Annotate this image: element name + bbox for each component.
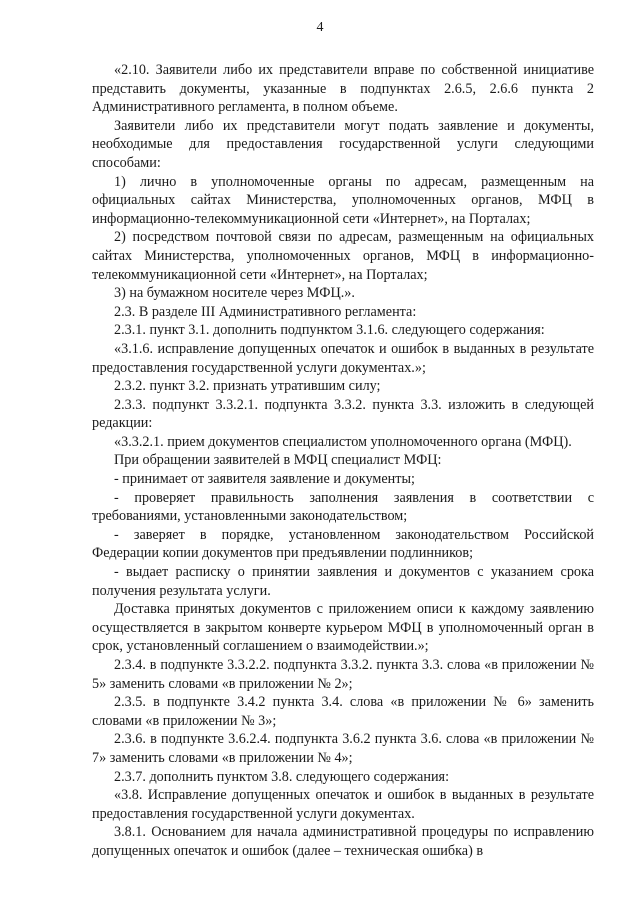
paragraph: «3.1.6. исправление допущенных опечаток и ошибок в выданных в результате предоставления государственной услуги документах.»; [92,340,594,376]
paragraph: 2.3.4. в подпункте 3.3.2.2. подпункта 3.3.2. пункта 3.3. слова «в приложении № 5» заменить словами «в приложении № 2»; [92,657,594,692]
paragraph: 2.3. В разделе III Административного регламента: [114,303,417,320]
paragraph: «2.10. Заявители либо их представители вправе по собственной инициативе представить документы, указанные в подпунктах 2.6.5, 2.6.6 пункта 2 Административного регламента, в полном объеме. [92,62,594,116]
paragraph: 2.3.2. пункт 3.2. признать утратившим силу; [114,378,381,395]
paragraph: 3.8.1. Основанием для начала административной процедуры по исправлению допущенных опечаток и ошибок (далее – техническая ошибка) в [92,824,594,859]
paragraph: Заявители либо их представители могут подать заявление и документы, необходимые для предоставления государственной услуги следующими способами: [92,117,594,171]
document-body [92,61,594,861]
paragraph: 2.3.7. дополнить пунктом 3.8. следующего содержания: [114,768,450,785]
paragraph: - проверяет правильность заполнения заявления в соответствии с требованиями, установленными законодательством; [92,489,594,525]
paragraph: - принимает от заявителя заявление и документы; [114,471,415,488]
paragraph: - заверяет в порядке, установленном законодательством Российской Федерации копии документов при предъявлении подлинников; [92,526,594,562]
paragraph: 3) на бумажном носителе через МФЦ.». [114,285,355,302]
paragraph: Доставка принятых документов с приложением описи к каждому заявлению осуществляется в закрытом конверте курьером МФЦ в уполномоченный орган в срок, установленный соглашением о взаимодействии.»; [92,601,594,655]
paragraph: «3.8. Исправление допущенных опечаток и ошибок в выданных в результате предоставления государственной услуги документах. [92,787,594,822]
paragraph: 2.3.5. в подпункте 3.4.2 пункта 3.4. слова «в приложении № 6» заменить словами «в приложении № 3»; [92,694,594,729]
paragraph: 2.3.3. подпункт 3.3.2.1. подпункта 3.3.2. пункта 3.3. изложить в следующей редакции: [92,396,594,432]
paragraph: «3.3.2.1. прием документов специалистом уполномоченного органа (МФЦ). [114,433,572,450]
paragraph: - выдает расписку о принятии заявления и документов с указанием срока получения результата услуги. [92,564,594,599]
paragraph: 2.3.1. пункт 3.1. дополнить подпунктом 3.1.6. следующего содержания: [114,322,545,339]
paragraph: 2.3.6. в подпункте 3.6.2.4. подпункта 3.6.2 пункта 3.6. слова «в приложении № 7» заменить словами «в приложении № 4»; [92,731,594,766]
paragraph: 1) лично в уполномоченные органы по адресам, размещенным на официальных сайтах Министерства, уполномоченных органов, МФЦ в информационно-телекоммуникационной сети «Интернет», на Порталах; [92,173,594,227]
page-number: 4 [316,20,324,35]
paragraph: При обращении заявителей в МФЦ специалист МФЦ: [114,452,442,469]
paragraph: 2) посредством почтовой связи по адресам, размещенным на официальных сайтах Министерства, уполномоченных органов, МФЦ в информационно-телекоммуникационной сети «Интернет», на Порталах; [92,229,594,283]
